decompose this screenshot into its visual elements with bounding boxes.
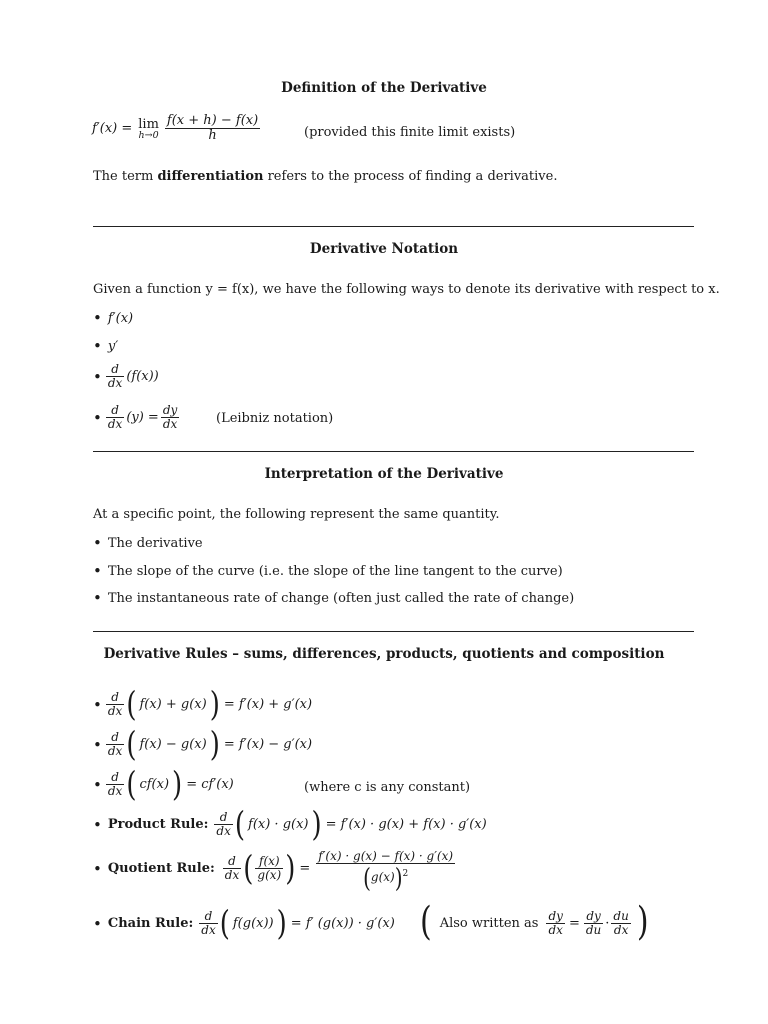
leibniz-note: (Leibniz notation) [216, 411, 334, 426]
bullet: • [93, 589, 102, 607]
bullet: • [93, 914, 102, 933]
differentiation-sentence: The term differentiation refers to the process of finding a derivative. [93, 169, 558, 184]
d-dx-operator: $\frac{d}{dx}$ [107, 770, 123, 798]
product-rule-label: Product Rule: [107, 817, 209, 832]
d-dx-operator: $\frac{d}{dx}$ [107, 730, 123, 758]
notation-item: • y′ [93, 337, 119, 355]
d-dx-operator: $\frac{d}{dx}$ [107, 403, 123, 431]
difference-rule: • $\frac{d}{dx}$ ( f(x) − g(x) ) = f′(x) − g′(x) [93, 725, 313, 764]
d-dx-operator: $\frac{d}{dx}$ [107, 362, 123, 390]
d-dx-operator: $\frac{d}{dx}$ [216, 810, 231, 838]
bullet: • [93, 337, 102, 355]
limit-note: (provided this finite limit exists) [304, 125, 516, 140]
divider [93, 451, 694, 452]
notation-intro: Given a function y = f(x), we have the following ways to denote its derivative with respect to x. [93, 282, 720, 297]
du-dx-fraction: $\frac{du}{dx}$ [613, 908, 629, 937]
constant-note: (where c is any constant) [304, 780, 471, 795]
bullet: • [93, 695, 102, 714]
inner-quotient: $\frac{f(x)}{g(x)}$ [257, 854, 282, 883]
bullet: • [93, 562, 102, 580]
chain-rule-leibniz: ( Also written as $\frac{dy}{dx}$ = $\frac{dy}{du}$ · $\frac{du}{dx}$ ) [420, 899, 649, 946]
derivative-definition-formula [92, 114, 262, 143]
quotient-result: $\frac{f'(x) \cdot g(x) - f(x) \cdot g'(x)}{(g(x))^2}$ [318, 849, 454, 894]
dy-dx-fraction: $\frac{dy}{dx}$ [162, 403, 178, 431]
bullet: • [93, 775, 102, 794]
dy-du-fraction: $\frac{dy}{du}$ [585, 908, 602, 937]
section-title-interpretation: Interpretation of the Derivative [264, 466, 504, 482]
constant-multiple-rule: • $\frac{d}{dx}$ ( cf(x) ) = cf′(x) [93, 765, 234, 804]
chain-rule-label: Chain Rule: [107, 916, 194, 931]
interpretation-intro: At a specific point, the following represent the same quantity. [93, 507, 500, 522]
limit-operator: lim h→0 [138, 116, 159, 141]
term-differentiation: differentiation [157, 169, 264, 184]
quotient-rule-label: Quotient Rule: [107, 861, 215, 877]
bullet: • [93, 408, 102, 427]
d-dx-operator: $\frac{d}{dx}$ [107, 690, 123, 718]
interpretation-item: • The instantaneous rate of change (often just called the rate of change) [93, 589, 575, 607]
bullet: • [93, 735, 102, 754]
bullet: • [93, 367, 102, 386]
section-title-rules: Derivative Rules – sums, differences, products, quotients and composition [103, 646, 665, 662]
sum-rule: • $\frac{d}{dx}$ ( f(x) + g(x) ) = f′(x) + g′(x) [93, 685, 313, 724]
d-dx-operator: $\frac{d}{dx}$ [201, 909, 216, 937]
interpretation-item: • The derivative [93, 534, 203, 552]
d-dx-operator: $\frac{d}{dx}$ [224, 854, 240, 883]
product-rule: • Product Rule: $\frac{d}{dx}$ ( f(x) · g(x) ) = f′(x) · g(x) + f(x) · g′(x) [93, 805, 487, 844]
numerator: f(x + h) − f(x) [166, 113, 259, 128]
notation-item-leibniz: • $\frac{d}{dx}$ (y) = $\frac{dy}{dx}$ [93, 403, 178, 431]
divider [93, 226, 694, 227]
denominator: h [208, 128, 217, 143]
chain-rule: • Chain Rule: $\frac{d}{dx}$ ( f(g(x)) ) = f′ (g(x)) · g′(x) [93, 904, 395, 943]
bullet: • [93, 859, 102, 878]
difference-quotient [165, 114, 260, 143]
bullet: • [93, 815, 102, 834]
section-title-definition: Definition of the Derivative [281, 80, 487, 96]
bullet: • [93, 309, 102, 327]
dy-dx-fraction: $\frac{dy}{dx}$ [548, 908, 563, 937]
quotient-rule: • Quotient Rule: $\frac{d}{dx}$ ( $\frac{f(x)}{g(x)}$ ) = $\frac{f'(x) \cdot g(x) - f(x) \cdot g'(x)}{(g(x))^2}$ [93, 849, 454, 894]
formula-lhs: f′(x) = [92, 121, 133, 136]
notation-item: • f′(x) [93, 309, 134, 327]
bullet: • [93, 534, 102, 552]
limit-subscript: h→0 [138, 129, 159, 141]
interpretation-item: • The slope of the curve (i.e. the slope of the line tangent to the curve) [93, 562, 563, 580]
notation-item: • $\frac{d}{dx}$ (f(x)) [93, 362, 159, 390]
section-title-notation: Derivative Notation [309, 241, 459, 257]
divider [93, 631, 694, 632]
